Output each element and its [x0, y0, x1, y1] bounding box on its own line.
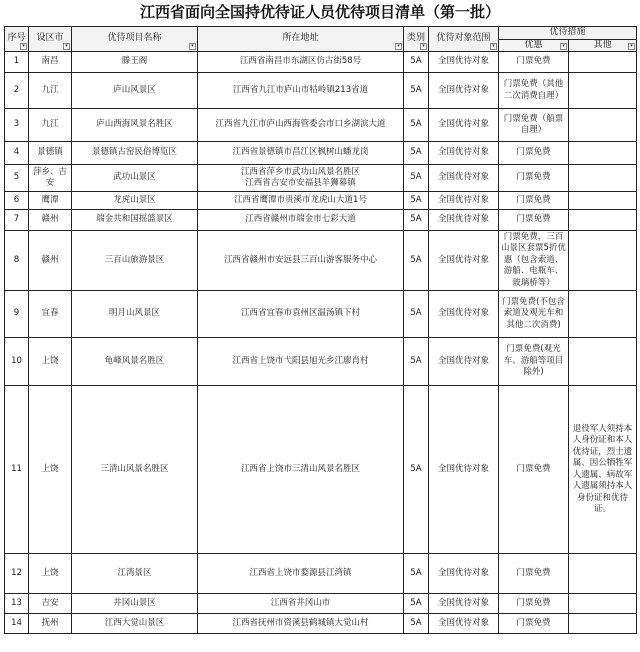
cell-scope: 全国优待对象	[429, 338, 499, 386]
cell-project: 庐山西海风景名胜区	[72, 109, 198, 142]
cell-discount: 门票免费	[499, 386, 569, 554]
cell-discount: 门票免费	[499, 614, 569, 634]
cell-seq: 8	[5, 231, 29, 291]
cell-scope: 全国优待对象	[429, 52, 499, 73]
cell-project: 龙虎山景区	[72, 192, 198, 210]
cell-project: 三百山旅游景区	[72, 231, 198, 291]
cell-address: 江西省萍乡市武功山风景名胜区 江西省吉安市安福县羊狮幕镇	[198, 165, 404, 192]
cell-scope: 全国优待对象	[429, 291, 499, 338]
header-scope[interactable]: 优待对象范围 ▾	[429, 27, 499, 52]
cell-address: 江西省九江市庐山西海管委会市口乡湖滨大道	[198, 109, 404, 142]
cell-address: 江西省井冈山市	[198, 594, 404, 614]
cell-category: 5A	[404, 554, 429, 594]
cell-discount: 门票免费	[499, 210, 569, 231]
cell-seq: 5	[5, 165, 29, 192]
cell-seq: 2	[5, 73, 29, 109]
cell-discount: 门票免费	[499, 554, 569, 594]
cell-address: 江西省上饶市三清山风景名胜区	[198, 386, 404, 554]
header-city[interactable]: 设区市 ▾	[29, 27, 72, 52]
cell-other	[569, 192, 637, 210]
table-row	[5, 165, 637, 192]
cell-scope: 全国优待对象	[429, 192, 499, 210]
cell-project: 滕王阁	[72, 52, 198, 73]
cell-discount: 门票免费	[499, 594, 569, 614]
cell-scope: 全国优待对象	[429, 231, 499, 291]
cell-category: 5A	[404, 109, 429, 142]
cell-seq: 3	[5, 109, 29, 142]
cell-discount: 门票免费(不包含索道及观光车和其他二次消费)	[499, 291, 569, 338]
cell-address: 江西省九江市庐山市牯岭镇213省道	[198, 73, 404, 109]
cell-other	[569, 142, 637, 165]
header-address[interactable]: 所在地址 ▾	[198, 27, 404, 52]
cell-seq: 6	[5, 192, 29, 210]
cell-seq: 11	[5, 386, 29, 554]
filter-dropdown-icon[interactable]: ▾	[420, 43, 427, 50]
table-row	[5, 554, 637, 594]
cell-city: 上饶	[29, 554, 72, 594]
cell-scope: 全国优待对象	[429, 594, 499, 614]
cell-discount: 门票免费	[499, 52, 569, 73]
cell-city: 抚州	[29, 614, 72, 634]
cell-category: 5A	[404, 614, 429, 634]
cell-discount: 门票免费(观光车、游船等项目除外)	[499, 338, 569, 386]
header-discount[interactable]: 优惠 ▾	[499, 39, 569, 52]
cell-category: 5A	[404, 210, 429, 231]
cell-other	[569, 594, 637, 614]
table-row	[5, 210, 637, 231]
cell-scope: 全国优待对象	[429, 109, 499, 142]
cell-other	[569, 210, 637, 231]
cell-project: 瑞金共和国摇篮景区	[72, 210, 198, 231]
cell-other	[569, 73, 637, 109]
cell-project: 江西大觉山景区	[72, 614, 198, 634]
cell-address: 江西省赣州市安远县三百山游客服务中心	[198, 231, 404, 291]
table-row	[5, 386, 637, 554]
header-other[interactable]: 其他 ▾	[569, 39, 637, 52]
cell-city: 九江	[29, 73, 72, 109]
cell-seq: 4	[5, 142, 29, 165]
cell-city: 南昌	[29, 52, 72, 73]
cell-city: 宜春	[29, 291, 72, 338]
table-row	[5, 231, 637, 291]
table-row	[5, 291, 637, 338]
table-row	[5, 192, 637, 210]
table-row	[5, 73, 637, 109]
cell-seq: 14	[5, 614, 29, 634]
cell-city: 萍乡、吉安	[29, 165, 72, 192]
table-row	[5, 594, 637, 614]
cell-scope: 全国优待对象	[429, 73, 499, 109]
cell-project: 井冈山景区	[72, 594, 198, 614]
cell-scope: 全国优待对象	[429, 554, 499, 594]
header-measures: 优待措施	[499, 27, 637, 40]
cell-discount: 门票免费（船票自理）	[499, 109, 569, 142]
cell-category: 5A	[404, 142, 429, 165]
header-seq[interactable]: 序号 ▾	[5, 27, 29, 52]
cell-discount: 门票免费（其他二次消费自理）	[499, 73, 569, 109]
cell-project: 庐山风景区	[72, 73, 198, 109]
cell-discount: 门票免费，三百山景区套票5折优惠（包含索道、游船、电瓶车、玻璃桥等）	[499, 231, 569, 291]
table-row	[5, 142, 637, 165]
cell-other	[569, 338, 637, 386]
table-row	[5, 614, 637, 634]
cell-project: 三清山风景名胜区	[72, 386, 198, 554]
cell-project: 景德镇古窑民俗博览区	[72, 142, 198, 165]
cell-address: 江西省赣州市瑞金市七彩大道	[198, 210, 404, 231]
cell-category: 5A	[404, 291, 429, 338]
cell-category: 5A	[404, 594, 429, 614]
cell-category: 5A	[404, 338, 429, 386]
cell-city: 赣州	[29, 231, 72, 291]
cell-seq: 9	[5, 291, 29, 338]
cell-category: 5A	[404, 231, 429, 291]
cell-other	[569, 52, 637, 73]
cell-city: 上饶	[29, 338, 72, 386]
header-category[interactable]: 类别 ▾	[404, 27, 429, 52]
cell-category: 5A	[404, 165, 429, 192]
cell-city: 景德镇	[29, 142, 72, 165]
cell-address: 江西省抚州市资溪县鹤城镇大觉山村	[198, 614, 404, 634]
header-project[interactable]: 优待项目名称 ▾	[72, 27, 198, 52]
filter-dropdown-icon[interactable]: ▾	[20, 43, 27, 50]
cell-discount: 门票免费	[499, 165, 569, 192]
cell-other	[569, 291, 637, 338]
cell-category: 5A	[404, 52, 429, 73]
cell-category: 5A	[404, 386, 429, 554]
cell-city: 九江	[29, 109, 72, 142]
cell-scope: 全国优待对象	[429, 614, 499, 634]
cell-scope: 全国优待对象	[429, 210, 499, 231]
cell-seq: 13	[5, 594, 29, 614]
cell-discount: 门票免费	[499, 192, 569, 210]
cell-address: 江西省南昌市东湖区仿古街58号	[198, 52, 404, 73]
filter-dropdown-icon[interactable]: ▾	[189, 43, 196, 50]
table-row	[5, 338, 637, 386]
cell-project: 龟峰风景名胜区	[72, 338, 198, 386]
cell-project: 武功山景区	[72, 165, 198, 192]
filter-dropdown-icon[interactable]: ▾	[560, 43, 567, 50]
filter-dropdown-icon[interactable]: ▾	[628, 43, 635, 50]
filter-dropdown-icon[interactable]: ▾	[490, 43, 497, 50]
page-title: 江西省面向全国持优待证人员优待项目清单（第一批）	[139, 3, 500, 21]
cell-category: 5A	[404, 192, 429, 210]
cell-address: 江西省上饶市婺源县江湾镇	[198, 554, 404, 594]
cell-scope: 全国优待对象	[429, 165, 499, 192]
cell-other	[569, 554, 637, 594]
cell-seq: 1	[5, 52, 29, 73]
cell-other: 退役军人须持本人身份证和本人优待证，烈士遗属、因公牺牲军人遗属、病故军人遗属须持本人身份证和优待证。	[569, 386, 637, 554]
filter-dropdown-icon[interactable]: ▾	[395, 43, 402, 50]
cell-address: 江西省鹰潭市贵溪市龙虎山大道1号	[198, 192, 404, 210]
cell-city: 吉安	[29, 594, 72, 614]
cell-address: 江西省景德镇市昌江区枫树山蟠龙岗	[198, 142, 404, 165]
cell-other	[569, 614, 637, 634]
cell-seq: 7	[5, 210, 29, 231]
cell-discount: 门票免费	[499, 142, 569, 165]
cell-city: 上饶	[29, 386, 72, 554]
cell-city: 鹰潭	[29, 192, 72, 210]
cell-project: 江湾景区	[72, 554, 198, 594]
filter-dropdown-icon[interactable]: ▾	[63, 43, 70, 50]
cell-scope: 全国优待对象	[429, 386, 499, 554]
cell-other	[569, 165, 637, 192]
cell-city: 赣州	[29, 210, 72, 231]
table-row	[5, 52, 637, 73]
cell-seq: 12	[5, 554, 29, 594]
cell-other	[569, 231, 637, 291]
cell-other	[569, 109, 637, 142]
table-row	[5, 109, 637, 142]
benefit-table	[4, 26, 637, 634]
cell-seq: 10	[5, 338, 29, 386]
cell-address: 江西省宜春市袁州区温汤镇下村	[198, 291, 404, 338]
cell-project: 明月山风景区	[72, 291, 198, 338]
cell-address: 江西省上饶市弋阳县旭光乡江廖肖村	[198, 338, 404, 386]
cell-category: 5A	[404, 73, 429, 109]
cell-scope: 全国优待对象	[429, 142, 499, 165]
